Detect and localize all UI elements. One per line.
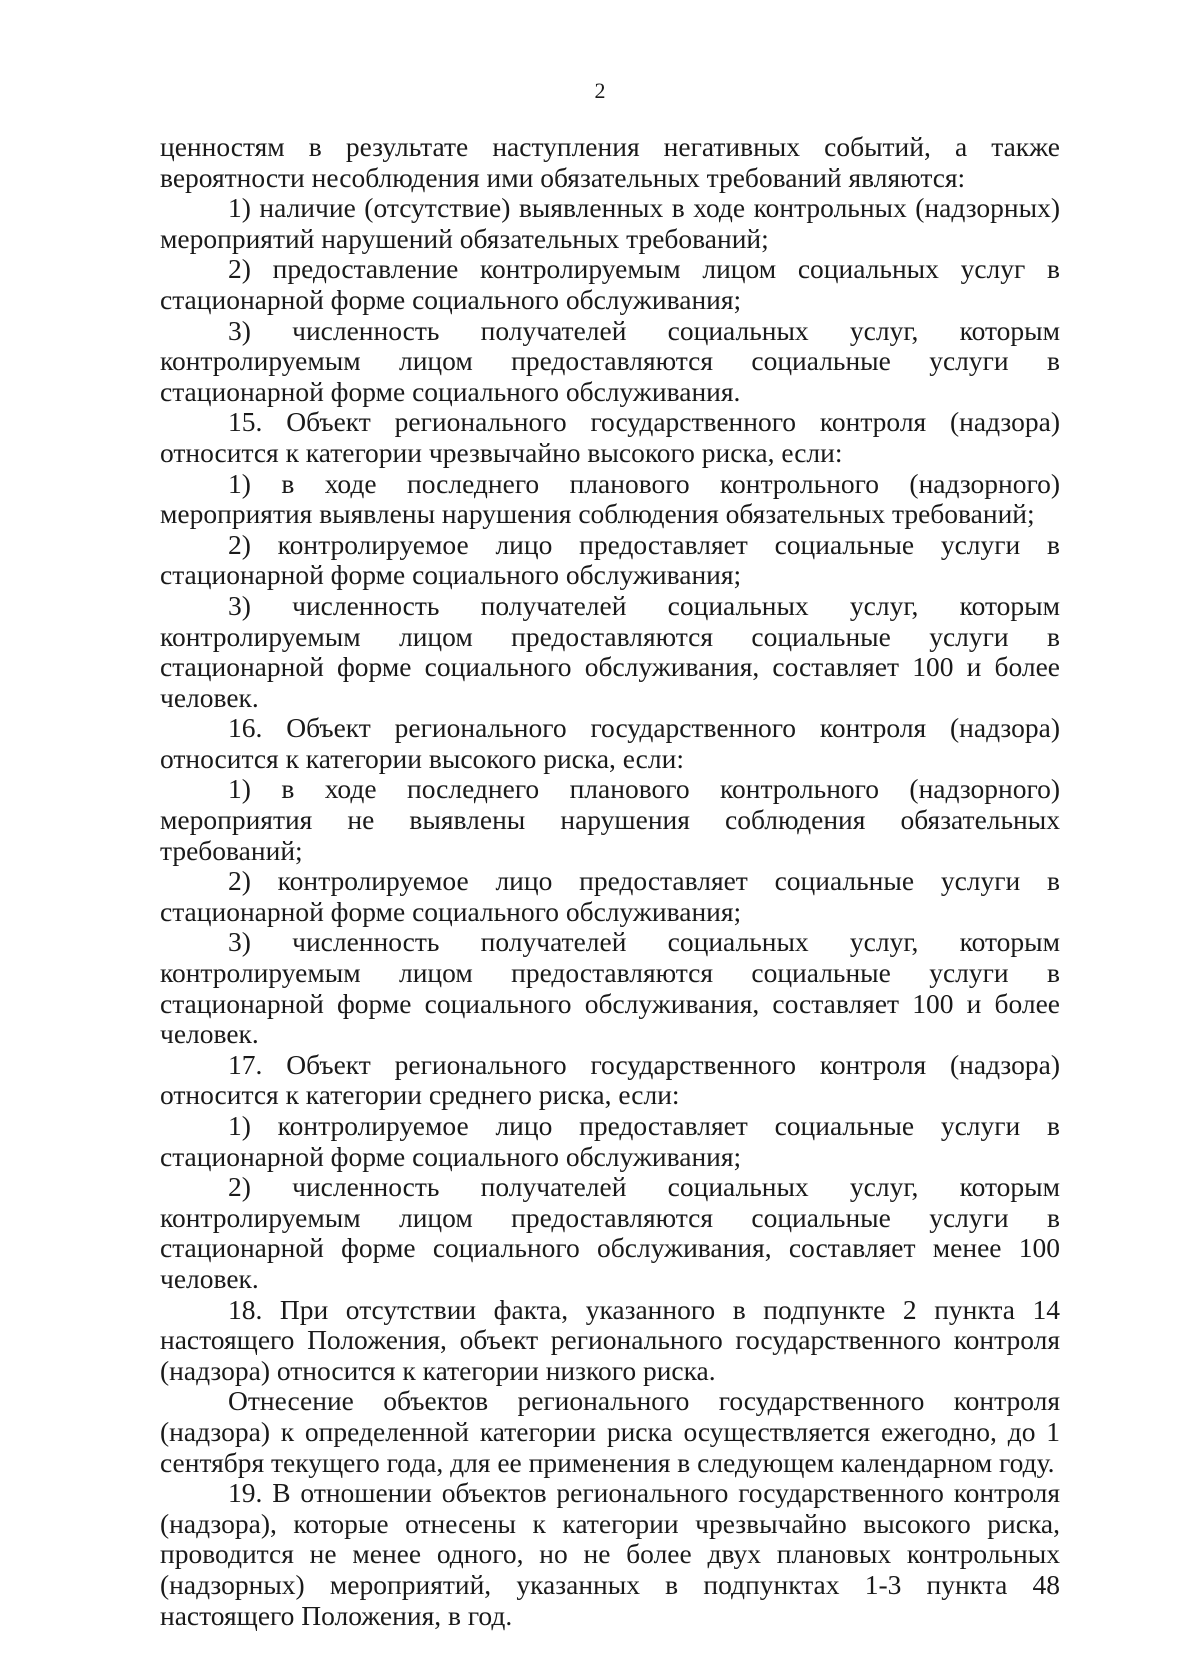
document-body: [160, 132, 1060, 1631]
paragraph-15-item-1: 1) в ходе последнего планового контрольного (надзорного) мероприятия выявлены нарушения соблюдения обязательных требований;: [160, 467, 1060, 530]
paragraph-15: 15. Объект регионального государственного контроля (надзора) относится к категории чрезвычайно высокого риска, если:: [160, 406, 1060, 468]
paragraph-18: 18. При отсутствии факта, указанного в подпункте 2 пункта 14 настоящего Положения, объект регионального государственного контроля (надзора) относится к категории низкого риска.: [160, 1293, 1060, 1386]
page-number: 2: [594, 78, 606, 103]
paragraph-14-item-3: 3) численность получателей социальных услуг, которым контролируемым лицом предоставляются социальные услуги в стационарной форме социального обслуживания.: [160, 314, 1060, 407]
paragraph-16-item-1: 1) в ходе последнего планового контрольного (надзорного) мероприятия не выявлены нарушения соблюдения обязательных требований;: [160, 773, 1060, 866]
paragraph-17-item-1: 1) контролируемое лицо предоставляет социальные услуги в стационарной форме социального обслуживания;: [160, 1110, 1060, 1172]
paragraph-16-item-2: 2) контролируемое лицо предоставляет социальные услуги в стационарной форме социального обслуживания;: [160, 865, 1060, 927]
paragraph-continuation: ценностям в результате наступления негативных событий, а также вероятности несоблюдения ими обязательных требований являются:: [160, 131, 1060, 193]
paragraph-17-item-2: 2) численность получателей социальных услуг, которым контролируемым лицом предоставляются социальные услуги в стационарной форме социального обслуживания, составляет менее 100 человек.: [160, 1171, 1060, 1294]
paragraph-17: 17. Объект регионального государственного контроля (надзора) относится к категории среднего риска, если:: [160, 1048, 1060, 1111]
paragraph-15-item-3: 3) численность получателей социальных услуг, которым контролируемым лицом предоставляются социальные услуги в стационарной форме социального обслуживания, составляет 100 и более человек.: [160, 589, 1060, 713]
paragraph-15-item-2: 2) контролируемое лицо предоставляет социальные услуги в стационарной форме социального обслуживания;: [160, 528, 1060, 591]
paragraph-14-item-1: 1) наличие (отсутствие) выявленных в ходе контрольных (надзорных) мероприятий нарушений обязательных требований;: [160, 192, 1060, 254]
paragraph-16: 16. Объект регионального государственного контроля (надзора) относится к категории высокого риска, если:: [160, 712, 1060, 774]
paragraph-19: 19. В отношении объектов регионального государственного контроля (надзора), которые отнесены к категории чрезвычайно высокого риска, проводится не менее одного, но не более двух плановых контрольных (надзорных) мероприятий, указанных в подпунктах 1-3 пункта 48 настоящего Положения, в год.: [160, 1477, 1060, 1631]
paragraph-18-note: Отнесение объектов регионального государственного контроля (надзора) к определенной категории риска осуществляется ежегодно, до 1 сентября текущего года, для ее применения в следующем календарном году.: [160, 1385, 1060, 1478]
paragraph-14-item-2: 2) предоставление контролируемым лицом социальных услуг в стационарной форме социального обслуживания;: [160, 253, 1060, 315]
paragraph-16-item-3: 3) численность получателей социальных услуг, которым контролируемым лицом предоставляются социальные услуги в стационарной форме социального обслуживания, составляет 100 и более человек.: [160, 926, 1060, 1050]
